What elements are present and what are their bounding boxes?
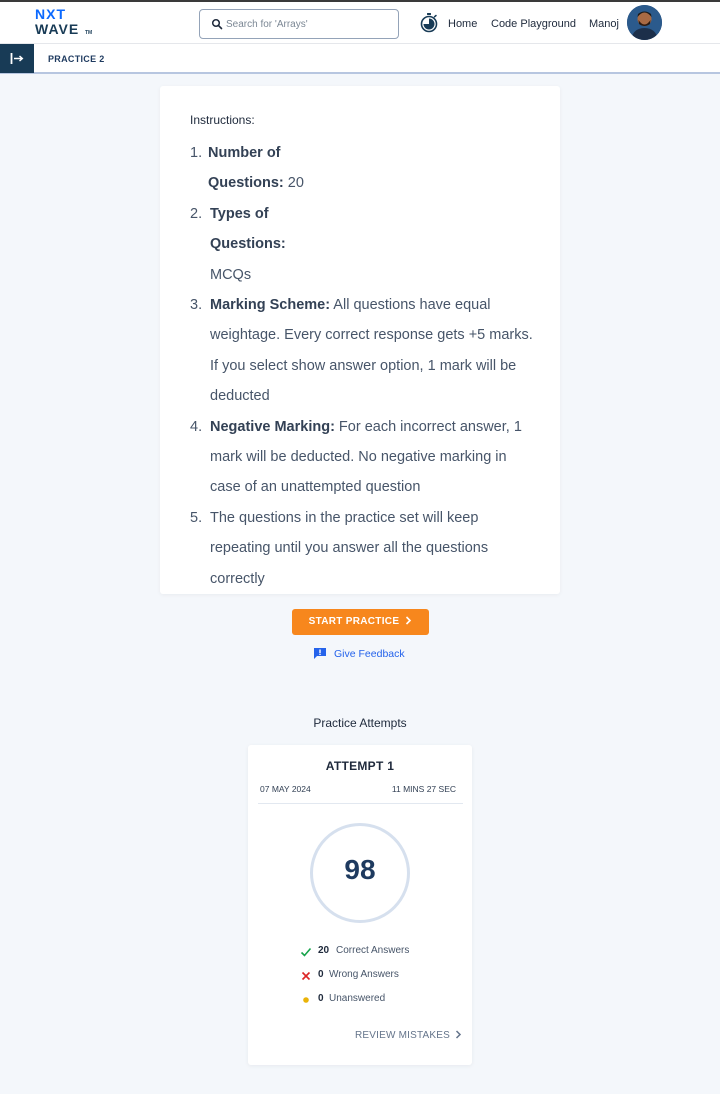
- avatar[interactable]: [627, 5, 662, 40]
- instruction-bold: Negative Marking:: [210, 418, 335, 435]
- instruction-number: 1.: [190, 145, 203, 161]
- review-mistakes-label: REVIEW MISTAKES: [354, 1030, 451, 1041]
- nav-home-link[interactable]: Home: [448, 18, 478, 30]
- instruction-number: 5.: [190, 509, 203, 526]
- unanswered-label: Unanswered: [329, 993, 386, 1004]
- cross-icon: [300, 970, 312, 982]
- instruction-number: 2.: [190, 205, 203, 222]
- instruction-number: 3.: [190, 297, 203, 314]
- chevron-right-icon: [455, 1030, 462, 1039]
- correct-label: Correct Answers: [336, 945, 410, 956]
- top-navbar: [0, 0, 720, 44]
- user-photo-icon: [627, 5, 662, 40]
- correct-count: 20: [318, 945, 330, 956]
- give-feedback-label: Give Feedback: [334, 648, 405, 660]
- logo-tm: TM: [85, 30, 93, 36]
- nxtwave-logo[interactable]: [35, 7, 105, 41]
- instruction-text: For each incorrect answer, 1 mark will be deducted. No negative marking in case of an unattempted question: [210, 418, 522, 496]
- divider: [258, 803, 463, 804]
- instructions-list: [190, 138, 540, 594]
- attempt-date: 07 MAY 2024: [260, 784, 311, 794]
- instruction-number: 4.: [190, 418, 203, 435]
- instruction-text: MCQs: [210, 266, 252, 283]
- stopwatch-icon[interactable]: [420, 13, 438, 33]
- sidebar-toggle-button[interactable]: [0, 44, 34, 73]
- instructions-card: [160, 86, 560, 594]
- check-icon: [300, 946, 312, 958]
- unanswered-count: 0: [318, 993, 324, 1004]
- practice-subheader: [0, 44, 720, 74]
- user-name[interactable]: Manoj: [589, 18, 619, 30]
- score-value: 98: [344, 854, 376, 885]
- dot-icon: [300, 994, 312, 1006]
- instruction-item: [190, 138, 540, 199]
- score-ring: [310, 823, 410, 923]
- chevron-right-icon: [405, 616, 412, 625]
- instruction-item: [190, 503, 540, 594]
- instruction-item: [190, 199, 540, 290]
- start-practice-button[interactable]: [292, 609, 429, 635]
- instruction-bold: Number of Questions:: [208, 145, 284, 192]
- instructions-title: Instructions:: [190, 113, 255, 127]
- instruction-item: [190, 412, 540, 503]
- attempt-heading: ATTEMPT 1: [325, 759, 395, 773]
- instruction-text: The questions in the practice set will keep repeating until you answer all the questions correctly: [210, 509, 489, 587]
- practice-attempts-title: Practice Attempts: [313, 716, 407, 730]
- nav-code-playground-link[interactable]: Code Playground: [491, 18, 577, 30]
- instruction-bold: Marking Scheme:: [210, 297, 331, 314]
- instruction-bold: Types of Questions:: [210, 205, 286, 253]
- start-practice-label: START PRACTICE: [308, 616, 400, 627]
- wrong-count: 0: [318, 969, 324, 980]
- instruction-text: 20: [283, 175, 304, 192]
- logo-line-2: WAVE: [35, 21, 80, 37]
- logo-line-1: NXT: [35, 6, 66, 22]
- attempt-card: [248, 745, 472, 1065]
- expand-sidebar-icon: [10, 52, 24, 65]
- search-icon: [211, 18, 223, 30]
- feedback-icon: [313, 647, 327, 660]
- instruction-item: [190, 290, 540, 412]
- attempt-duration: 11 MINS 27 SEC: [391, 784, 456, 794]
- wrong-label: Wrong Answers: [329, 969, 399, 980]
- instruction-text: All questions have equal weightage. Every correct response gets +5 marks. If you select show answer option, 1 mark will be deducted: [210, 297, 533, 405]
- breadcrumb: PRACTICE 2: [48, 54, 105, 64]
- search-input[interactable]: [226, 16, 391, 32]
- search-box[interactable]: [199, 9, 399, 39]
- review-mistakes-link[interactable]: [355, 1030, 462, 1041]
